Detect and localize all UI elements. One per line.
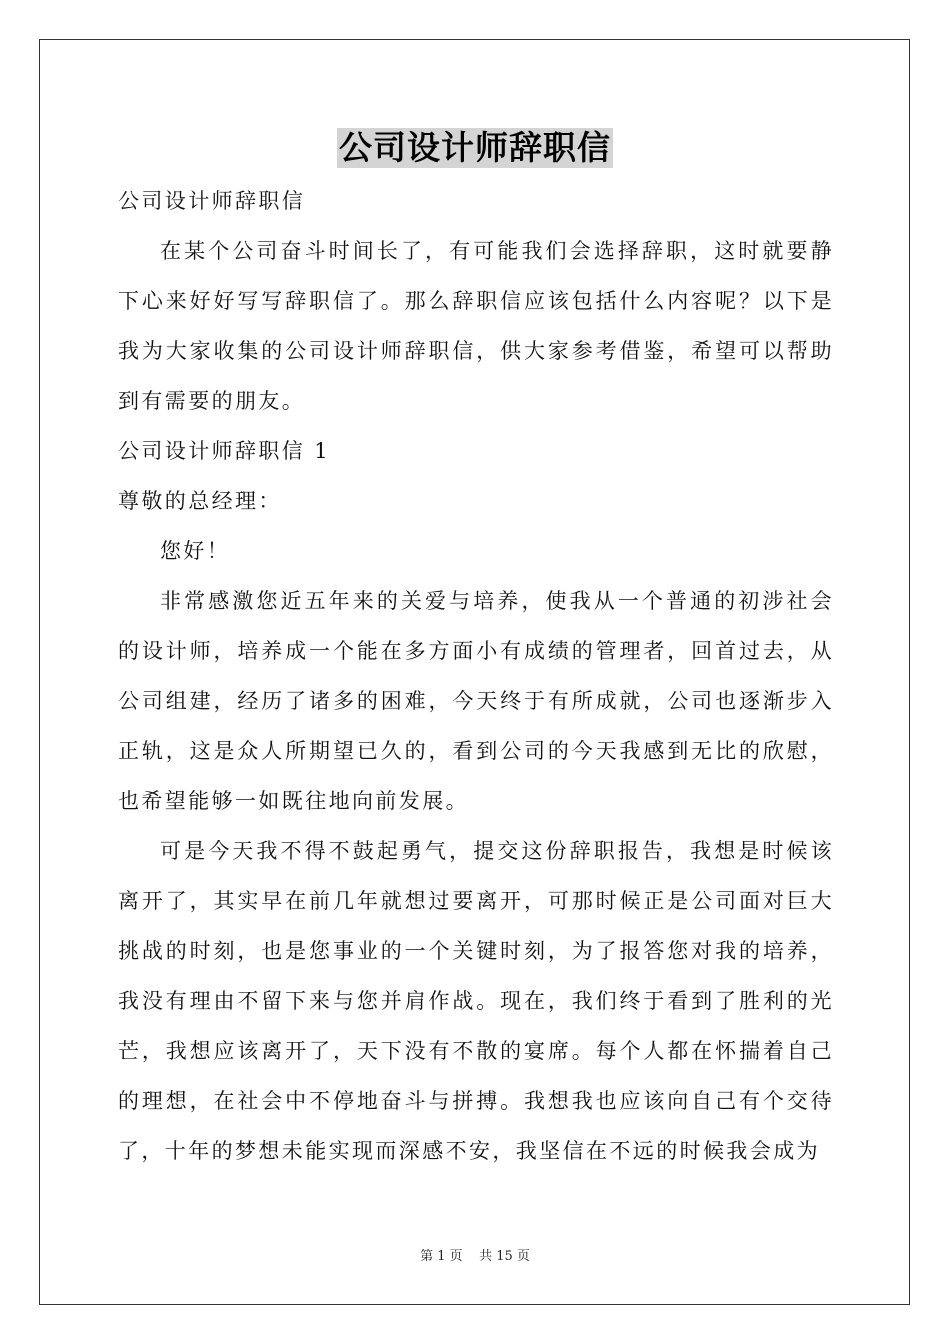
- paragraph-body-2: 可是今天我不得不鼓起勇气，提交这份辞职报告，我想是时候该离开了，其实早在前几年就想过要离开，可那时候正是公司面对巨大挑战的时刻，也是您事业的一个关键时刻，为了报答您对我的培养，我没有理由不留下来与您并肩作战。现在，我们终于看到了胜利的光芒，我想应该离开了，天下没有不散的宴席。每个人都在怀揣着自己的理想，在社会中不停地奋斗与拼搏。我想我也应该向自己有个交待了，十年的梦想未能实现而深感不安，我坚信在不远的时候我会成为: [118, 839, 834, 1163]
- title-container: [0, 128, 950, 168]
- paragraph-body-1: 非常感激您近五年来的关爱与培养，使我从一个普通的初涉社会的设计师，培养成一个能在多方面小有成绩的管理者，回首过去，从公司组建，经历了诸多的困难，今天终于有所成就，公司也逐渐步入正轨，这是众人所期望已久的，看到公司的今天我感到无比的欣慰，也希望能够一如既往地向前发展。: [118, 589, 834, 813]
- paragraph-greeting: 您好！: [160, 539, 231, 563]
- paragraph-letter-title: 公司设计师辞职信 1: [118, 439, 331, 463]
- paragraph-salutation: 尊敬的总经理：: [118, 489, 282, 513]
- page-footer: [0, 1245, 950, 1264]
- document-body: [118, 176, 834, 1176]
- paragraph-intro: 在某个公司奋斗时间长了，有可能我们会选择辞职，这时就要静下心来好好写写辞职信了。那么辞职信应该包括什么内容呢？以下是我为大家收集的公司设计师辞职信，供大家参考借鉴，希望可以帮助到有需要的朋友。: [118, 239, 834, 413]
- document-title: 公司设计师辞职信: [339, 128, 611, 167]
- paragraph-heading: 公司设计师辞职信: [118, 189, 306, 213]
- page-number-label: 第 1 页 共 15 页: [420, 1249, 530, 1264]
